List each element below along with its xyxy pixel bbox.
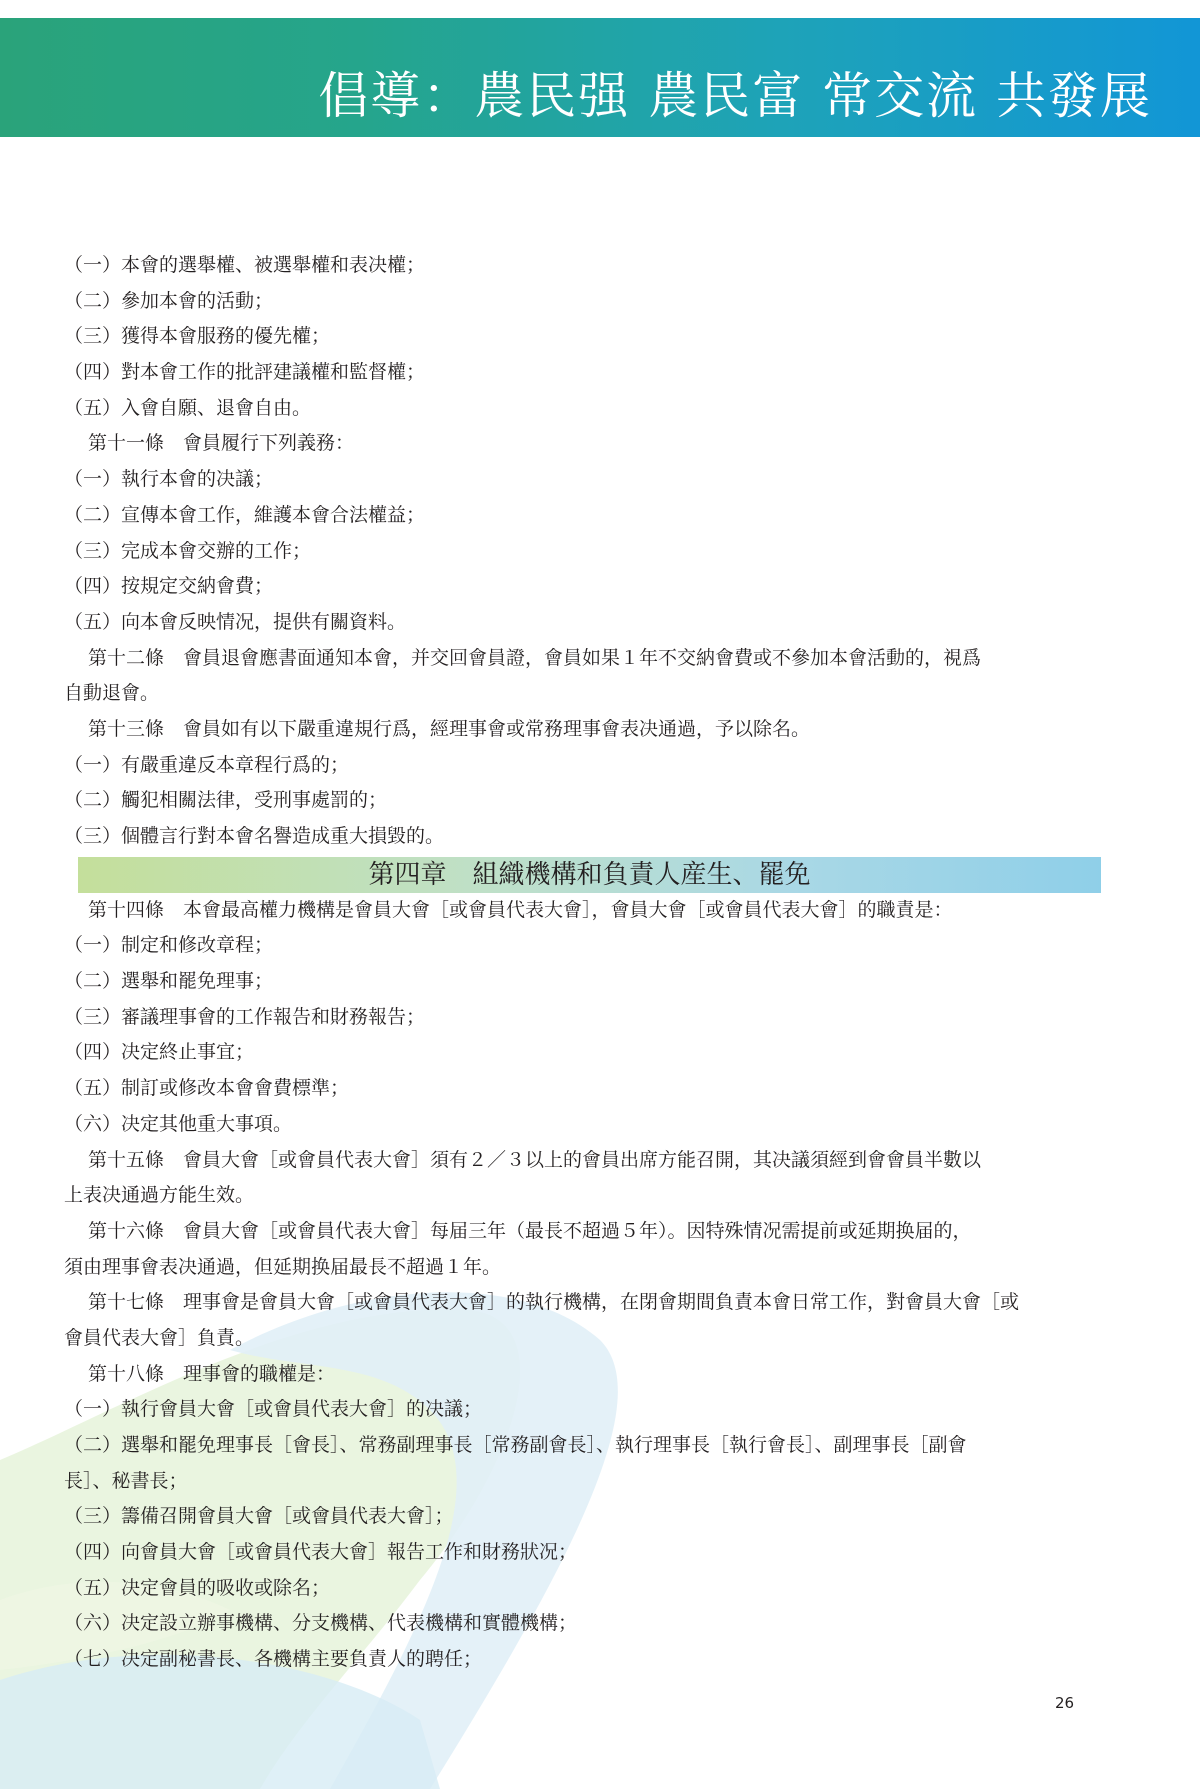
- list-item: （三）完成本會交辦的工作；: [64, 539, 312, 562]
- list-item: （三）個體言行對本會名譽造成重大損毀的。: [64, 825, 445, 847]
- list-item: （四）按規定交納會費；: [64, 575, 274, 598]
- paragraph-line: 第十八條 理事會的職權是：: [88, 1362, 336, 1385]
- paragraph-line: 第十一條 會員履行下列義務：: [88, 432, 355, 455]
- paragraph-line: 第十四條 本會最高權力機構是會員大會［或會員代表大會］，會員大會［或會員代表大會］的職責是：: [88, 898, 953, 921]
- list-item: （二）觸犯相關法律，受刑事處罰的；: [64, 789, 388, 812]
- chapter-heading: 第四章 組織機構和負責人産生、罷免: [78, 857, 1101, 893]
- paragraph-line: 第十六條 會員大會［或會員代表大會］每届三年（最長不超過５年）。因特殊情况需提前或延期换届的，: [88, 1219, 972, 1242]
- list-item: （七）决定副秘書長、各機構主要負責人的聘任；: [64, 1648, 483, 1671]
- article-section-after: [64, 893, 1079, 1678]
- list-item: （三）獲得本會服務的優先權；: [64, 325, 331, 348]
- paragraph-line: 上表决通過方能生效。: [64, 1184, 255, 1207]
- list-item: （五）向本會反映情况，提供有關資料。: [64, 610, 407, 633]
- list-item: （二）選舉和罷免理事；: [64, 970, 274, 993]
- list-item: （一）有嚴重違反本章程行爲的；: [64, 753, 350, 776]
- list-item: （一）本會的選舉權、被選舉權和表决權；: [64, 254, 426, 276]
- header-title: 倡導：農民强 農民富 常交流 共發展: [318, 67, 1152, 125]
- list-item: （二）宣傳本會工作，維護本會合法權益；: [64, 503, 426, 526]
- list-item: （四）對本會工作的批評建議權和監督權；: [64, 361, 426, 384]
- paragraph-line: 自動退會。: [64, 682, 160, 705]
- paragraph-line: 第十七條 理事會是會員大會［或會員代表大會］的執行機構，在閉會期間負責本會日常工作，對會員大會［或: [88, 1291, 1020, 1314]
- list-item: （一）執行會員大會［或會員代表大會］的决議；: [64, 1398, 483, 1421]
- list-item: （二）參加本會的活動；: [64, 289, 274, 312]
- list-item: （五）入會自願、退會自由。: [64, 396, 312, 419]
- list-item: （四）向會員大會［或會員代表大會］報告工作和財務狀况；: [64, 1541, 578, 1564]
- list-item: （四）决定終止事宜；: [64, 1041, 255, 1064]
- paragraph-line: 第十三條 會員如有以下嚴重違規行爲，經理事會或常務理事會表决通過，予以除名。: [88, 717, 811, 740]
- article-section-before: [64, 248, 1079, 855]
- paragraph-line: 第十五條 會員大會［或會員代表大會］須有２／３以上的會員出席方能召開，其决議須經到會會員半數以: [88, 1148, 982, 1171]
- paragraph-line: 第十二條 會員退會應書面通知本會，并交回會員證，會員如果１年不交納會費或不參加本會活動的，視爲: [88, 646, 982, 669]
- list-item: （五）制訂或修改本會會費標準；: [64, 1077, 350, 1100]
- header-band: [0, 18, 1200, 137]
- paragraph-line: 會員代表大會］負責。: [64, 1326, 255, 1349]
- list-item: （三）審議理事會的工作報告和財務報告；: [64, 1005, 426, 1028]
- document-body: [64, 248, 1079, 1678]
- list-item: （六）决定設立辦事機構、分支機構、代表機構和實體機構；: [64, 1612, 578, 1635]
- list-item: （一）執行本會的决議；: [64, 468, 274, 491]
- paragraph-line: 須由理事會表决通過，但延期换届最長不超過１年。: [64, 1255, 502, 1278]
- paragraph-line: 長］、秘書長；: [64, 1469, 188, 1492]
- list-item: （五）决定會員的吸收或除名；: [64, 1576, 331, 1599]
- list-item: （一）制定和修改章程；: [64, 934, 274, 957]
- list-item: （二）選舉和罷免理事長［會長］、常務副理事長［常務副會長］、執行理事長［執行會長］、副理事長［副會: [64, 1434, 967, 1456]
- page-number: 26: [1055, 1694, 1075, 1712]
- list-item: （六）决定其他重大事項。: [64, 1112, 293, 1135]
- list-item: （三）籌備召開會員大會［或會員代表大會］；: [64, 1505, 454, 1528]
